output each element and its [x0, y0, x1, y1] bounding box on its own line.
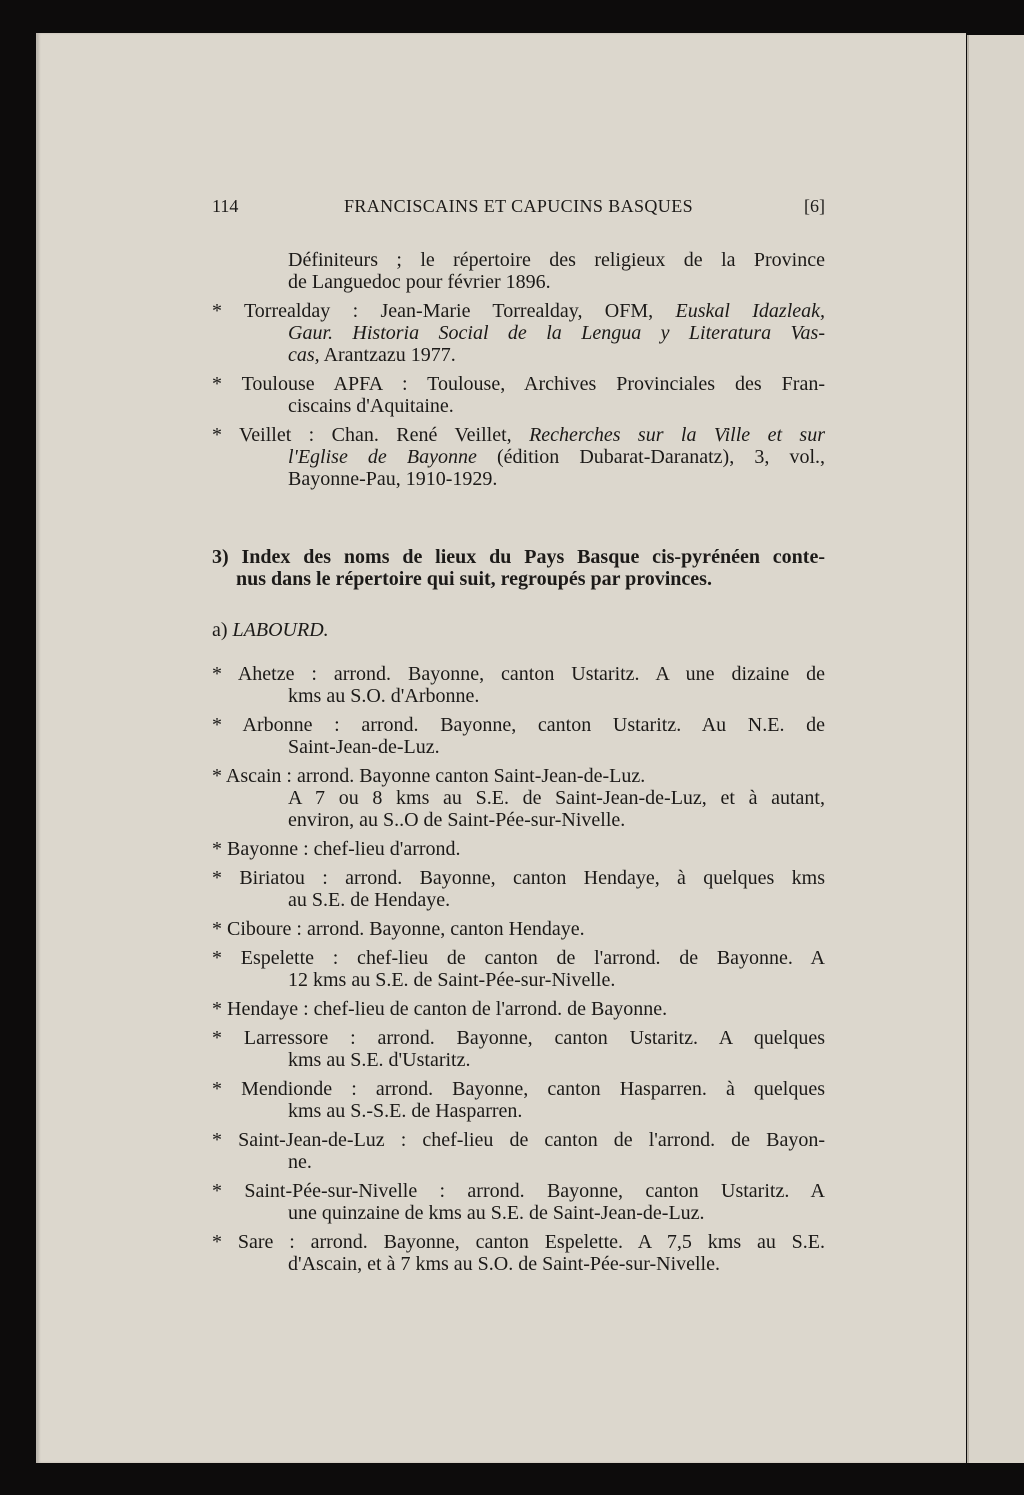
text-segment: * Saint-Pée-sur-Nivelle : arrond. Bayonne, canton Ustaritz. A: [212, 1180, 825, 1202]
text-line: [288, 685, 825, 707]
text-line: [212, 373, 825, 395]
text-line: [212, 714, 825, 736]
text-segment: * Veillet : Chan. René Veillet,: [212, 424, 530, 446]
text-segment: * Hendaye : chef-lieu de canton de l'arrond. de Bayonne.: [212, 998, 668, 1020]
italic-title-text: Recherches sur la Ville et sur: [529, 424, 826, 446]
place-entry: [212, 765, 825, 831]
text-segment: Définiteurs ; le répertoire des religieux de la Province: [288, 249, 825, 271]
bibliography-entry: [212, 249, 825, 293]
text-line: [212, 1078, 825, 1100]
place-entry: [212, 1180, 825, 1224]
text-line: [212, 546, 825, 568]
text-segment: * Sare : arrond. Bayonne, canton Espelette. A 7,5 kms au S.E.: [212, 1231, 825, 1253]
text-line: [288, 322, 825, 344]
text-segment: environ, au S..O de Saint-Pée-sur-Nivelle.: [288, 809, 626, 831]
text-line: [212, 838, 825, 860]
text-segment: * Toulouse APFA : Toulouse, Archives Provinciales des Fran-: [212, 373, 825, 395]
text-segment: au S.E. de Hendaye.: [288, 889, 451, 911]
place-entry: [212, 714, 825, 758]
text-segment: * Larressore : arrond. Bayonne, canton Ustaritz. A quelques: [212, 1027, 825, 1049]
place-entry: [212, 918, 825, 940]
book-page-right-edge: [967, 35, 1024, 1463]
italic-title-text: Euskal Idazleak,: [675, 300, 826, 322]
text-segment: Arantzazu 1977.: [319, 344, 456, 366]
text-segment: 3) Index des noms de lieux du Pays Basque cis-pyrénéen conte-: [212, 546, 825, 568]
bibliography-entry: [212, 373, 825, 417]
text-segment: kms au S.E. d'Ustaritz.: [288, 1049, 471, 1071]
text-line: [288, 1049, 825, 1071]
text-line: [288, 969, 825, 991]
text-segment: ne.: [288, 1151, 312, 1173]
text-line: [212, 1129, 825, 1151]
italic-title-text: cas,: [288, 344, 320, 366]
text-line: [288, 468, 825, 490]
text-segment: * Ciboure : arrond. Bayonne, canton Hendaye.: [212, 918, 585, 940]
text-segment: Bayonne-Pau, 1910-1929.: [288, 468, 498, 490]
place-index-list: [212, 663, 825, 1282]
subheading-label: LABOURD.: [232, 619, 329, 641]
text-segment: Saint-Jean-de-Luz.: [288, 736, 440, 758]
text-segment: * Biriatou : arrond. Bayonne, canton Hendaye, à quelques kms: [212, 867, 825, 889]
text-line: [212, 998, 825, 1020]
text-segment: nus dans le répertoire qui suit, regroupés par provinces.: [236, 568, 712, 590]
place-entry: [212, 998, 825, 1020]
place-entry: [212, 947, 825, 991]
text-segment: kms au S.O. d'Arbonne.: [288, 685, 480, 707]
place-entry: [212, 663, 825, 707]
text-segment: * Espelette : chef-lieu de canton de l'arrond. de Bayonne. A: [212, 947, 825, 969]
text-line: [288, 787, 825, 809]
place-entry: [212, 1027, 825, 1071]
text-line: [288, 271, 825, 293]
bibliography-entry: [212, 300, 825, 366]
text-line: [212, 1180, 825, 1202]
running-header: [212, 196, 825, 220]
text-segment: (édition Dubarat-Daranatz), 3, vol.,: [476, 446, 825, 468]
place-entry: [212, 1078, 825, 1122]
province-subheading: [212, 619, 825, 641]
section-reference: [6]: [804, 196, 825, 216]
text-segment: * Mendionde : arrond. Bayonne, canton Hasparren. à quelques: [212, 1078, 825, 1100]
text-line: [288, 446, 825, 468]
place-entry: [212, 867, 825, 911]
bibliography-entry: [212, 424, 825, 490]
place-entry: [212, 1231, 825, 1275]
text-segment: * Arbonne : arrond. Bayonne, canton Ustaritz. Au N.E. de: [212, 714, 825, 736]
text-line: [236, 568, 825, 590]
text-segment: 12 kms au S.E. de Saint-Pée-sur-Nivelle.: [288, 969, 616, 991]
page-number: 114: [212, 196, 239, 216]
text-line: [288, 1202, 825, 1224]
text-line: [288, 889, 825, 911]
text-line: [212, 765, 825, 787]
text-line: [212, 1027, 825, 1049]
text-segment: * Ahetze : arrond. Bayonne, canton Ustaritz. A une dizaine de: [212, 663, 825, 685]
text-segment: kms au S.-S.E. de Hasparren.: [288, 1100, 523, 1122]
text-segment: de Languedoc pour février 1896.: [288, 271, 551, 293]
text-line: [288, 395, 825, 417]
italic-title-text: l'Eglise de Bayonne: [288, 446, 477, 468]
text-line: [212, 300, 825, 322]
text-line: [288, 1100, 825, 1122]
text-segment: A 7 ou 8 kms au S.E. de Saint-Jean-de-Luz, et à autant,: [288, 787, 825, 809]
text-line: [288, 249, 825, 271]
text-segment: * Torrealday : Jean-Marie Torrealday, OFM,: [212, 300, 676, 322]
text-line: [288, 1151, 825, 1173]
text-line: [212, 867, 825, 889]
text-line: [212, 918, 825, 940]
bibliography-list: [212, 249, 825, 497]
place-entry: [212, 1129, 825, 1173]
heading-text: [212, 546, 825, 590]
place-entry: [212, 838, 825, 860]
text-line: [212, 424, 825, 446]
running-title: FRANCISCAINS ET CAPUCINS BASQUES: [343, 196, 694, 216]
text-segment: ciscains d'Aquitaine.: [288, 395, 454, 417]
text-segment: d'Ascain, et à 7 kms au S.O. de Saint-Pée-sur-Nivelle.: [288, 1253, 720, 1275]
text-line: [288, 736, 825, 758]
text-segment: * Bayonne : chef-lieu d'arrond.: [212, 838, 461, 860]
subheading-prefix: a): [212, 619, 233, 641]
text-line: [212, 663, 825, 685]
section-heading: [212, 546, 825, 597]
text-line: [212, 947, 825, 969]
text-line: [288, 1253, 825, 1275]
text-line: [212, 1231, 825, 1253]
text-line: [288, 344, 825, 366]
text-segment: une quinzaine de kms au S.E. de Saint-Jean-de-Luz.: [288, 1202, 705, 1224]
italic-title-text: Gaur. Historia Social de la Lengua y Literatura Vas-: [288, 322, 825, 344]
text-segment: * Saint-Jean-de-Luz : chef-lieu de canton de l'arrond. de Bayon-: [212, 1129, 825, 1151]
text-segment: * Ascain : arrond. Bayonne canton Saint-Jean-de-Luz.: [212, 765, 646, 787]
text-line: [288, 809, 825, 831]
